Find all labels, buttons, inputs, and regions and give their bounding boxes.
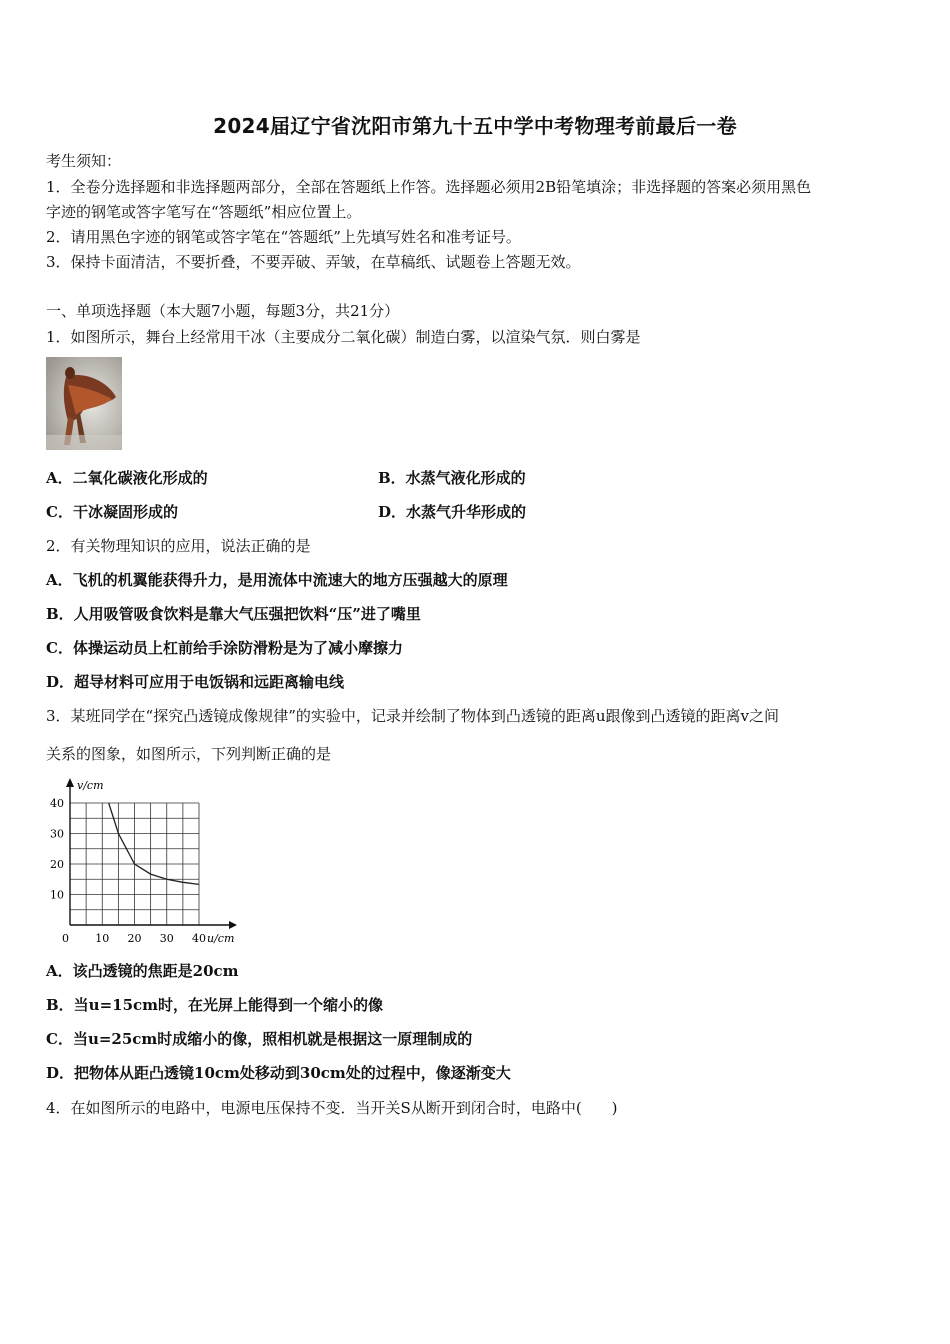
x-axis-arrow bbox=[229, 921, 237, 929]
y-tick-label: 20 bbox=[50, 858, 64, 871]
y-tick-label: 40 bbox=[50, 797, 64, 810]
q3-option-b: B．当u=15cm时，在光屏上能得到一个缩小的像 bbox=[46, 996, 384, 1014]
q3-option-d: D．把物体从距凸透镜10cm处移动到30cm处的过程中，像逐渐变大 bbox=[46, 1064, 511, 1082]
y-tick-label: 30 bbox=[50, 827, 64, 841]
y-axis-arrow bbox=[66, 778, 74, 787]
q1-option-d: D．水蒸气升华形成的 bbox=[378, 503, 527, 521]
notice-heading: 考生须知： bbox=[46, 152, 122, 170]
notice-item: 3．保持卡面清洁，不要折叠，不要弄破、弄皱，在草稿纸、试题卷上答题无效。 bbox=[46, 253, 581, 271]
series-curve bbox=[109, 803, 199, 884]
question-2-stem: 2．有关物理知识的应用，说法正确的是 bbox=[46, 537, 311, 555]
q1-option-a: A．二氧化碳液化形成的 bbox=[46, 469, 208, 487]
q2-option-d: D．超导材料可应用于电饭锅和远距离输电线 bbox=[46, 673, 345, 691]
question-1-stem: 1．如图所示，舞台上经常用干冰（主要成分二氧化碳）制造白雾，以渲染气氛．则白雾是 bbox=[46, 328, 641, 346]
notice-item: 1．全卷分选择题和非选择题两部分，全部在答题纸上作答。选择题必须用2B铅笔填涂；非选择题的答案必须用黑色 bbox=[46, 178, 812, 196]
x-tick-label: 20 bbox=[127, 932, 142, 945]
x-tick-label: 40 bbox=[192, 932, 206, 945]
question-3-stem-line1: 3．某班同学在“探究凸透镜成像规律”的实验中，记录并绘制了物体到凸透镜的距离u跟像到凸透镜的距离v之间 bbox=[46, 707, 780, 725]
section-heading: 一、单项选择题（本大题7小题，每题3分，共21分） bbox=[46, 302, 400, 320]
x-tick-label: 0 bbox=[62, 932, 69, 945]
q2-option-c: C．体操运动员上杠前给手涂防滑粉是为了减小摩擦力 bbox=[46, 639, 403, 657]
x-tick-label: 10 bbox=[95, 932, 110, 945]
q3-option-c: C．当u=25cm时成缩小的像，照相机就是根据这一原理制成的 bbox=[46, 1030, 473, 1048]
question-4-stem: 4．在如图所示的电路中，电源电压保持不变．当开关S从断开到闭合时，电路中( ) bbox=[46, 1099, 618, 1117]
page-title: 2024届辽宁省沈阳市第九十五中学中考物理考前最后一卷 bbox=[213, 114, 737, 138]
x-axis-label: u/cm bbox=[207, 932, 235, 945]
question-3-stem-line2: 关系的图象，如图所示，下列判断正确的是 bbox=[46, 745, 332, 763]
y-tick-label: 10 bbox=[50, 888, 64, 902]
q1-option-b: B．水蒸气液化形成的 bbox=[378, 469, 526, 487]
q2-option-a: A．飞机的机翼能获得升力，是用流体中流速大的地方压强越大的原理 bbox=[46, 571, 508, 589]
q2-option-b: B．人用吸管吸食饮料是靠大气压强把饮料“压”进了嘴里 bbox=[46, 605, 421, 623]
q1-option-c: C．干冰凝固形成的 bbox=[46, 503, 178, 521]
notice-item: 2．请用黑色字迹的钢笔或答字笔在“答题纸”上先填写姓名和准考证号。 bbox=[46, 228, 521, 246]
uv-graph bbox=[44, 775, 244, 950]
x-tick-label: 30 bbox=[159, 932, 174, 945]
q3-option-a: A．该凸透镜的焦距是20cm bbox=[46, 962, 239, 980]
y-axis-label: v/cm bbox=[77, 779, 104, 792]
stage-dancer-photo bbox=[46, 357, 122, 450]
notice-item: 字迹的钢笔或答字笔写在“答题纸”相应位置上。 bbox=[46, 203, 362, 221]
